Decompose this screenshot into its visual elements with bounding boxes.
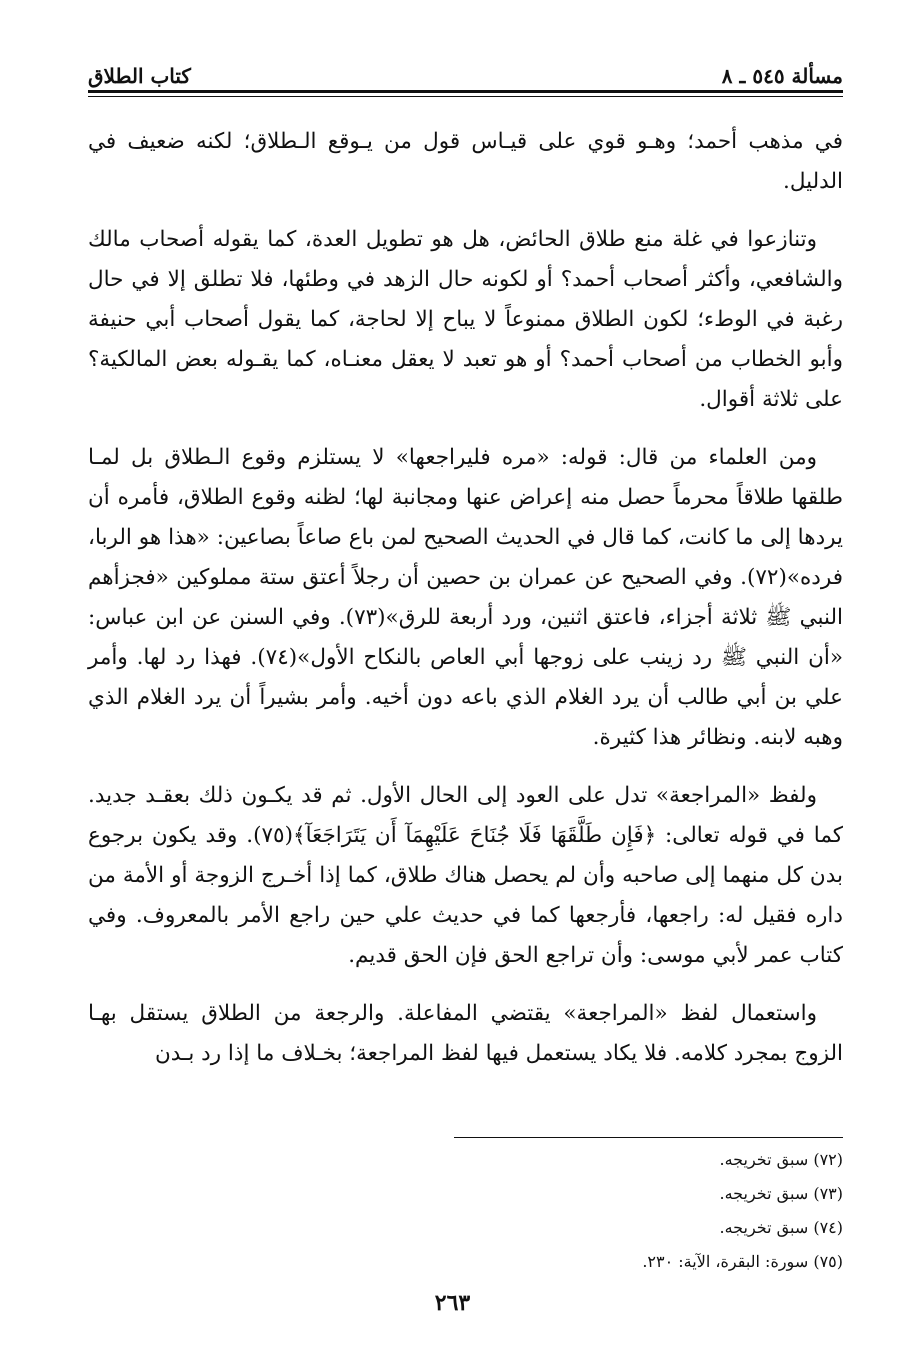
book-title: كتاب الطلاق (88, 64, 191, 88)
header-rule-thin (88, 96, 843, 97)
running-header (88, 56, 843, 88)
footnote: (٧٤) سبق تخريجه. (719, 1218, 843, 1237)
main-text (88, 122, 843, 1092)
footnote-separator (454, 1137, 843, 1138)
paragraph: ولفظ «المراجعة» تدل على العود إلى الحال الأول. ثم قد يكـون ذلك بعقـد جديد. كما في قوله تعالى: ﴿فَإِن طَلَّقَهَا فَلَا جُنَاحَ عَلَيْهِمَآ أَن يَتَرَاجَعَآ﴾(٧٥). وقد يكون برجوع بدن كل منهما إلى صاحبه وأن لم يحصل هناك طلاق، كما إذا أخـرج الزوجة أو الأمة من داره فقيل له: راجعها، فأرجعها كما في حديث علي حين راجع الأمر بالمعروف. وفي كتاب عمر لأبي موسى: وأن تراجع الحق فإن الحق قديم. (88, 783, 843, 968)
paragraph: وتنازعوا في غلة منع طلاق الحائض، هل هو تطويل العدة، كما يقوله أصحاب مالك والشافعي، وأكثر أصحاب أحمد؟ أو لكونه حال الزهد في وطئها، فلا تطلق إلا في حال رغبة في الوطء؛ لكون الطلاق ممنوعاً لا يباح إلا لحاجة، كما يقول أصحاب أبي حنيفة وأبو الخطاب من أصحاب أحمد؟ أو هو تعبد لا يعقل معنـاه، كما يقـوله بعض المالكية؟ على ثلاثة أقوال. (88, 227, 843, 412)
paragraph: في مذهب أحمد؛ وهـو قوي على قيـاس قول من يـوقع الـطلاق؛ لكنه ضعيف في الدليل. (88, 129, 843, 194)
footnote: (٧٣) سبق تخريجه. (719, 1184, 843, 1203)
page-number: ٢٦٣ (434, 1290, 471, 1316)
footnotes (88, 1143, 843, 1279)
header-rule-thick (88, 90, 843, 93)
footnote: (٧٥) سورة: البقرة، الآية: ٢٣٠. (642, 1252, 843, 1271)
footnote: (٧٢) سبق تخريجه. (719, 1150, 843, 1169)
issue-reference: مسألة ٥٤٥ ـ ٨ (721, 64, 843, 88)
paragraph: ومن العلماء من قال: قوله: «مره فليراجعها» لا يستلزم وقوع الـطلاق بل لمـا طلقها طلاقاً محرماً حصل منه إعراض عنها ومجانبة لها؛ لظنه وقوع الطلاق، فأمره أن يردها إلى ما كانت، كما قال في الحديث الصحيح لمن باع صاعاً بصاعين: «هذا هو الربا، فرده»(٧٢). وفي الصحيح عن عمران بن حصين أن رجلاً أعتق ستة مملوكين «فجزأهم النبي ﷺ ثلاثة أجزاء، فاعتق اثنين، ورد أربعة للرق»(٧٣). وفي السنن عن ابن عباس: «أن النبي ﷺ رد زينب على زوجها أبي العاص بالنكاح الأول»(٧٤). فهذا رد لها. وأمر علي بن أبي طالب أن يرد الغلام الذي باعه دون أخيه. وأمر بشيراً أن يرد الغلام الذي وهبه لابنه. ونظائر هذا كثيرة. (88, 445, 844, 750)
paragraph: واستعمال لفظ «المراجعة» يقتضي المفاعلة. والرجعة من الطلاق يستقل بهـا الزوج بمجرد كلامه. فلا يكاد يستعمل فيها لفظ المراجعة؛ بخـلاف ما إذا رد بـدن (88, 1001, 843, 1066)
